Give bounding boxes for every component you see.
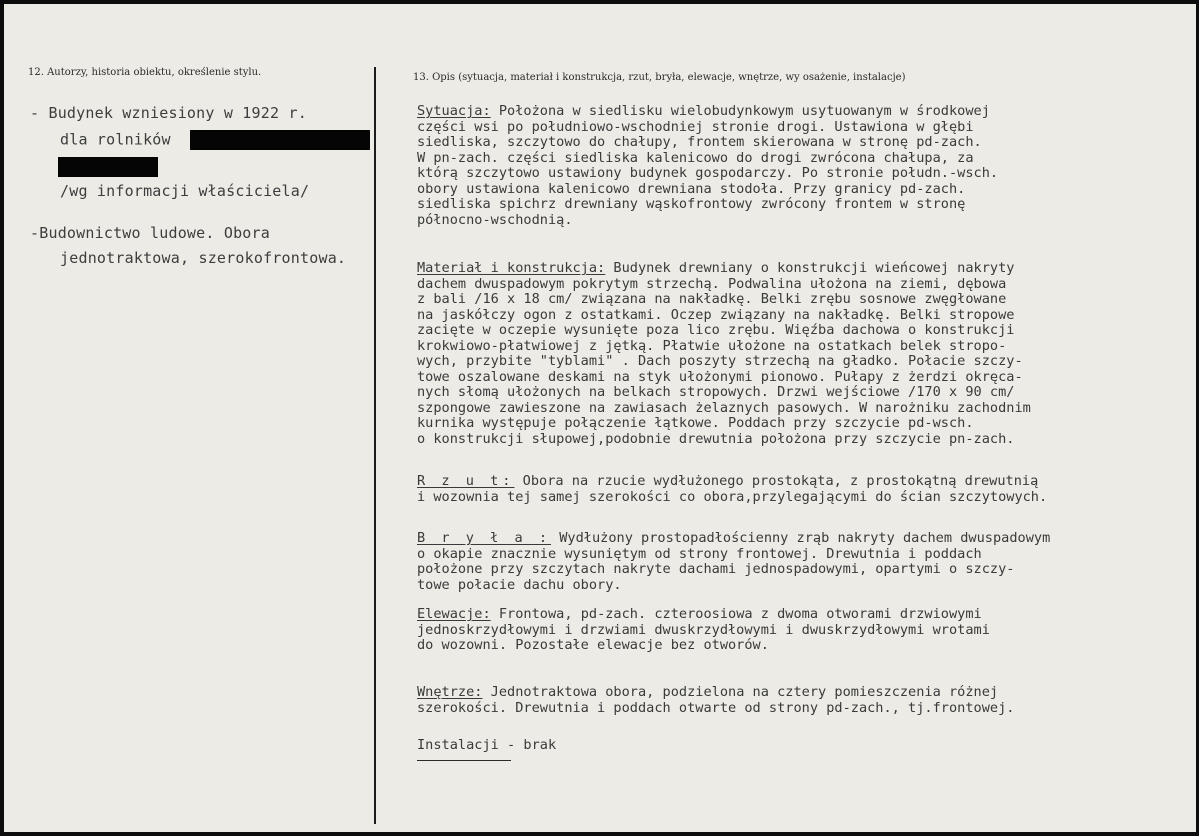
- section-label: Wnętrze:: [417, 684, 483, 700]
- field-12-heading: 12. Autorzy, historia obiektu, określenie stylu.: [28, 67, 262, 78]
- section-label: Sytuacja:: [417, 103, 491, 119]
- inventory-card: [4, 4, 1196, 832]
- section-sytuacja: Sytuacja: Położona w siedlisku wielobudynkowym usytuowanym w środkowej części wsi po południowo-wschodniej stronie drogi. Ustawiona w głębi siedliska, szczytowo do chałupy, frontem skierowana w stronę pd-zach. W pn-zach. części siedliska kalenicowo do drogi zwrócona chałupa, za którą szczytowo ustawiony budynek gospodarczy. Po stronie połudn.-wsch. obory ustawiona kalenicowo drewniana stodoła. Przy granicy pd-zach. siedliska spichrz drewniany wąskofrontowy zwrócony frontem w stronę północno-wschodnią.: [417, 103, 999, 228]
- section-label: Instalacji: [417, 737, 499, 753]
- section-label: B r y ł a :: [417, 530, 552, 546]
- left-line: - Budynek wzniesiony w 1922 r.: [30, 104, 307, 122]
- left-line: /wg informacji właściciela/: [60, 182, 310, 200]
- left-text: dla rolników: [60, 130, 171, 149]
- redaction-bar: [58, 157, 158, 177]
- section-elewacje: Elewacje: Frontowa, pd-zach. czteroosiowa z dwoma otworami drzwiowymi jednoskrzydłowymi i drzwiami dwuskrzydłowymi i dwuskrzydłowymi wrotami do wozowni. Pozostałe elewacje bez otworów.: [417, 606, 990, 653]
- section-label: R z u t:: [417, 473, 515, 489]
- left-line: -Budownictwo ludowe. Obora: [30, 224, 270, 242]
- instalacje-underline: [417, 760, 511, 761]
- section-instalacje: Instalacji - brak: [417, 737, 557, 753]
- section-label: Elewacje:: [417, 606, 491, 622]
- field-13-heading: 13. Opis (sytuacja, materiał i konstrukcja, rzut, bryła, elewacje, wnętrze, wy osażenie, instalacje): [413, 72, 906, 83]
- redaction-bar: [190, 130, 370, 150]
- section-wnetrze: Wnętrze: Jednotraktowa obora, podzielona na cztery pomieszczenia różnej szerokości. Drewutnia i poddach otwarte od strony pd-zach., tj.frontowej.: [417, 684, 1015, 716]
- section-rzut: R z u t: Obora na rzucie wydłużonego prostokąta, z prostokątną drewutnią i wozownia tej samej szerokości co obora,przylegającymi do ścian szczytowych.: [417, 473, 1048, 505]
- left-line: jednotraktowa, szerokofrontowa.: [60, 249, 347, 267]
- left-line-owner: [60, 130, 370, 150]
- section-material: Materiał i konstrukcja: Budynek drewniany o konstrukcji wieńcowej nakryty dachem dwuspadowym pokrytym strzechą. Podwalina ułożona na ziemi, dębowa z bali /16 x 18 cm/ związana na nakładkę. Belki zrębu sosnowe zwęgłowane na jaskółczy ogon z ostatkami. Oczep związany na nakładkę. Belki stropowe zacięte w oczepie wysunięte poza lico zrębu. Więźba dachowa o konstrukcji krokwiowo-płatwiowej z jętką. Płatwie ułożone na ostatkach belek stropo- wych, przybite "tyblami" . Dach poszyty strzechą na gładko. Połacie szczy- towe oszalowane deskami na styk ułożonymi pionowo. Pułapy z żerdzi okręca- nych słomą ułożonych na belkach stropowych. Drzwi wejściowe /170 x 90 cm/ szpongowe zawieszone na zawiasach żelaznych pasowych. W narożniku zachodnim kurnika występuje połączenie łątkowe. Poddach przy szczycie pd-wsch. o konstrukcji słupowej,podobnie drewutnia położona przy szczycie pn-zach.: [417, 260, 1031, 447]
- section-bryla: B r y ł a : Wydłużony prostopadłościenny zrąb nakryty dachem dwuspadowym o okapie znacznie wysuniętym od strony frontowej. Drewutnia i poddach położone przy szczytach nakryte dachami jednospadowymi, opartymi o szczy- towe połacie dachu obory.: [417, 530, 1051, 593]
- section-label: Materiał i konstrukcja:: [417, 260, 606, 276]
- column-divider: [374, 67, 376, 824]
